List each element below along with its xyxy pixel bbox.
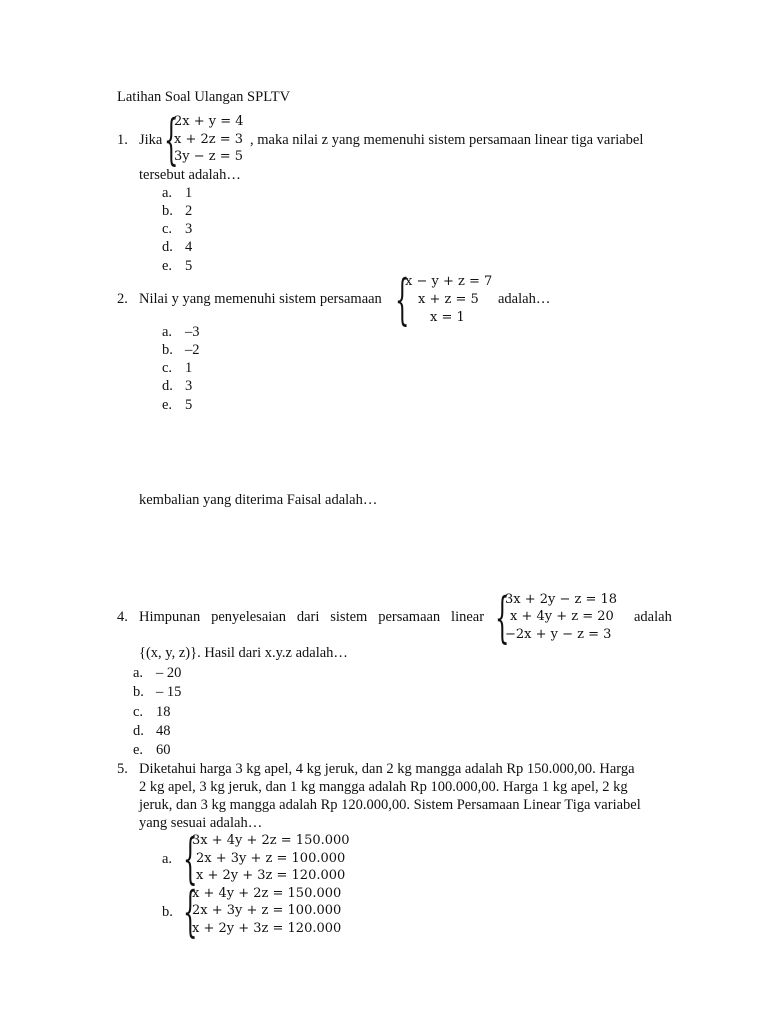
option-label: a.	[162, 185, 173, 201]
left-brace: {	[183, 827, 198, 890]
equation: x + z = 5	[418, 292, 479, 307]
equation: x − y + z = 7	[405, 274, 493, 289]
option-label: d.	[133, 723, 144, 739]
left-brace: {	[495, 586, 510, 649]
equation: 2x + 3y + z = 100.000	[192, 903, 342, 918]
question-number: 2.	[117, 291, 128, 307]
option-value: 5	[185, 397, 193, 413]
option-label: c.	[162, 360, 173, 376]
question-text-continued: tersebut adalah…	[139, 167, 241, 183]
option-label: b.	[162, 342, 173, 358]
question-text: Diketahui harga 3 kg apel, 4 kg jeruk, dan 2 kg mangga adalah Rp 150.000,00. Harga	[139, 761, 635, 777]
option-value: 3	[185, 221, 193, 237]
question-prefix: Nilai y yang memenuhi sistem persamaan	[139, 291, 382, 307]
option-value: 48	[156, 723, 171, 739]
option-value: –3	[185, 324, 200, 340]
question-prefix: Himpunan penyelesaian dari sistem persamaan linear	[139, 609, 485, 625]
option-value: 18	[156, 704, 171, 720]
equation: 3x + 4y + 2z = 150.000	[192, 833, 350, 848]
option-label: e.	[162, 258, 173, 274]
option-value: 5	[185, 258, 193, 274]
equation: 3y − z = 5	[174, 149, 244, 164]
option-label: d.	[162, 378, 173, 394]
option-value: 3	[185, 378, 193, 394]
left-brace: {	[183, 880, 198, 943]
equation: x + 2y + 3z = 120.000	[192, 921, 342, 936]
option-value: 1	[185, 360, 193, 376]
option-label: b.	[162, 203, 173, 219]
question-text: yang sesuai adalah…	[139, 815, 263, 831]
option-label: b.	[133, 684, 144, 700]
equation: −2x + y − z = 3	[505, 627, 612, 642]
worksheet-title: Latihan Soal Ulangan SPLTV	[117, 89, 291, 105]
equation: 2x + 3y + z = 100.000	[196, 851, 346, 866]
equation: x + 2z = 3	[174, 132, 244, 147]
option-value: 60	[156, 742, 171, 758]
equation: x + 4y + 2z = 150.000	[192, 886, 342, 901]
question-text: , maka nilai z yang memenuhi sistem persamaan linear tiga variabel	[250, 132, 644, 148]
option-label: a.	[162, 851, 173, 867]
equation: 2x + y = 4	[174, 114, 244, 129]
option-label: e.	[133, 742, 144, 758]
option-value: – 20	[156, 665, 182, 681]
option-value: 2	[185, 203, 193, 219]
equation: x + 4y + z = 20	[510, 609, 614, 624]
option-label: a.	[133, 665, 144, 681]
equation: 3x + 2y − z = 18	[505, 592, 618, 607]
question-3-fragment: kembalian yang diterima Faisal adalah…	[139, 492, 378, 508]
equation: x = 1	[430, 310, 465, 325]
question-text-continued: {(x, y, z)}. Hasil dari x.y.z adalah…	[139, 645, 348, 661]
option-label: d.	[162, 239, 173, 255]
question-prefix: Jika	[139, 132, 163, 148]
question-text: jeruk, dan 3 kg mangga adalah Rp 120.000,00. Sistem Persamaan Linear Tiga variabel	[139, 797, 641, 813]
option-label: e.	[162, 397, 173, 413]
option-label: c.	[133, 704, 144, 720]
question-text: adalah…	[498, 291, 551, 307]
option-value: 1	[185, 185, 193, 201]
option-value: –2	[185, 342, 200, 358]
option-value: 4	[185, 239, 193, 255]
question-number: 1.	[117, 132, 128, 148]
question-text: adalah	[634, 609, 672, 625]
equation: x + 2y + 3z = 120.000	[196, 868, 346, 883]
option-label: c.	[162, 221, 173, 237]
question-number: 4.	[117, 609, 128, 625]
option-label: a.	[162, 324, 173, 340]
question-number: 5.	[117, 761, 128, 777]
option-label: b.	[162, 904, 173, 920]
question-text: 2 kg apel, 3 kg jeruk, dan 1 kg mangga adalah Rp 100.000,00. Harga 1 kg apel, 2 kg	[139, 779, 628, 795]
option-value: – 15	[156, 684, 182, 700]
left-brace: {	[164, 108, 179, 171]
left-brace: {	[395, 268, 410, 331]
